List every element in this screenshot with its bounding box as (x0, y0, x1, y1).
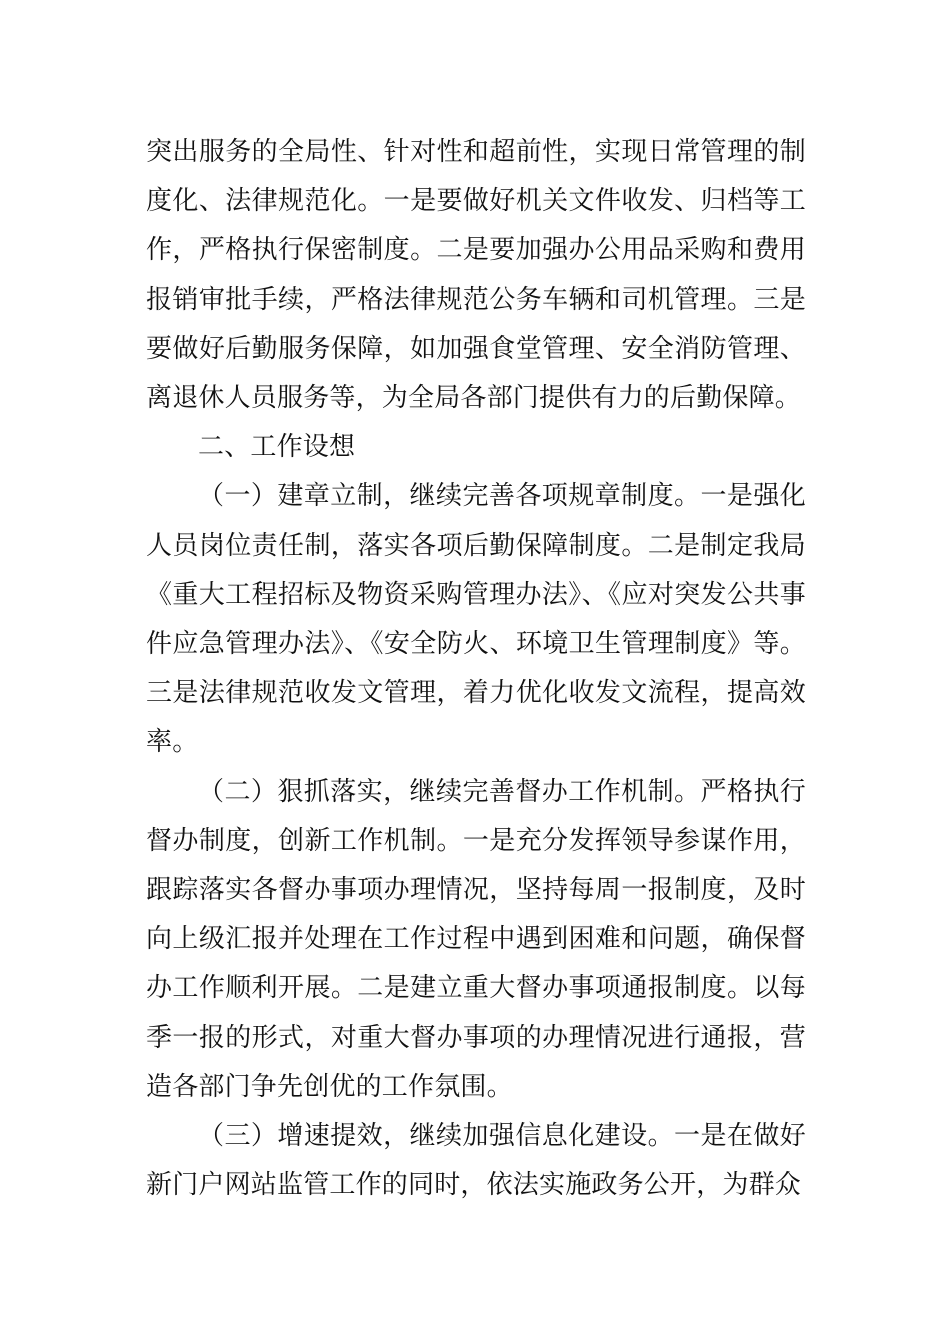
paragraph-item-1: （一）建章立制，继续完善各项规章制度。一是强化人员岗位责任制，落实各项后勤保障制度。二是制定我局《重大工程招标及物资采购管理办法》、《应对突发公共事件应急管理办法》、《安全防火、环境卫生管理制度》等。三是法律规范收发文管理，着力优化收发文流程，提高效率。 (146, 481, 806, 758)
section-heading: 二、工作设想 (198, 432, 356, 463)
paragraph-continuation: 突出服务的全局性、针对性和超前性，实现日常管理的制度化、法律规范化。一是要做好机关文件收发、归档等工作，严格执行保密制度。二是要加强办公用品采购和费用报销审批手续，严格法律规范公务车辆和司机管理。三是要做好后勤服务保障，如加强食堂管理、安全消防管理、离退休人员服务等，为全局各部门提供有力的后勤保障。 (146, 137, 806, 414)
paragraph-item-2: （二）狠抓落实，继续完善督办工作机制。严格执行督办制度，创新工作机制。一是充分发挥领导参谋作用，跟踪落实各督办事项办理情况，坚持每周一报制度，及时向上级汇报并处理在工作过程中遇到困难和问题，确保督办工作顺利开展。二是建立重大督办事项通报制度。以每季一报的形式，对重大督办事项的办理情况进行通报，营造各部门争先创优的工作氛围。 (146, 776, 806, 1102)
document-page (146, 128, 806, 1210)
paragraph-item-3: （三）增速提效，继续加强信息化建设。一是在做好新门户网站监管工作的同时，依法实施政务公开，为群众 (146, 1121, 806, 1201)
